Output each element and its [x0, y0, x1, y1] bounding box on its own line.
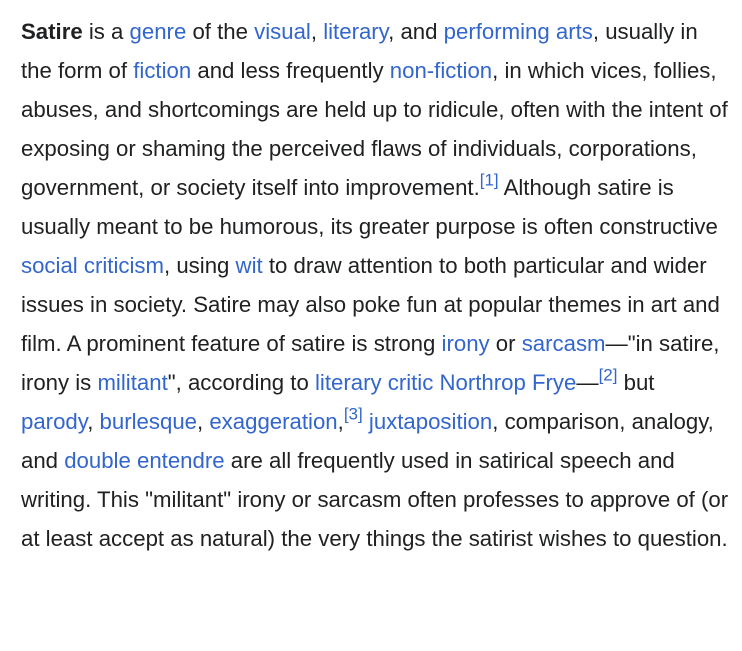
text-segment: , in which vices, follies, abuses, and shortcomings are held up to ridicule, often with the intent of exposing or shaming the perceived flaws of individuals, corporations, government, or society itself into improvement.	[21, 58, 728, 200]
link-visual[interactable]: visual	[254, 19, 311, 44]
text-segment: ,	[197, 409, 210, 434]
text-segment: , and	[388, 19, 444, 44]
reference-1-link[interactable]: [1]	[479, 170, 499, 190]
link-social-criticism[interactable]: social criticism	[21, 253, 164, 278]
link-sarcasm[interactable]: sarcasm	[521, 331, 606, 356]
link-northrop-frye[interactable]: Northrop Frye	[439, 370, 577, 395]
text-segment: , using	[164, 253, 236, 278]
text-segment: and less frequently	[191, 58, 390, 83]
text-segment: Although satire is usually meant to be humorous, its greater purpose is often constructive	[21, 175, 718, 239]
link-parody[interactable]: parody	[21, 409, 88, 434]
text-segment: —"in satire, irony is	[21, 331, 720, 395]
text-segment: ,	[310, 19, 324, 44]
text-segment: are all frequently used in satirical speech and writing. This "militant" irony or sarcasm often professes to approve of (or at least accept as natural) the very things the satirist wishes to question.	[21, 448, 729, 551]
reference-2[interactable]	[599, 366, 618, 385]
reference-3[interactable]	[344, 405, 363, 424]
link-exaggeration[interactable]: exaggeration	[209, 409, 338, 434]
reference-3-link[interactable]: [3]	[343, 404, 363, 424]
text-segment: to draw attention to both particular and wider issues in society. Satire may also poke fun at popular themes in art and film. A prominent feature of satire is strong	[21, 253, 720, 356]
satire-paragraph	[21, 12, 732, 558]
text-segment: is a	[82, 19, 130, 44]
link-wit[interactable]: wit	[235, 253, 263, 278]
link-irony[interactable]: irony	[441, 331, 490, 356]
text-segment: or	[489, 331, 522, 356]
link-genre[interactable]: genre	[129, 19, 187, 44]
term-satire: Satire	[21, 19, 83, 44]
link-juxtaposition[interactable]: juxtaposition	[368, 409, 493, 434]
text-segment: but	[617, 370, 655, 395]
reference-1[interactable]	[480, 171, 499, 190]
text-segment: , comparison, analogy, and	[21, 409, 714, 473]
link-literary[interactable]: literary	[323, 19, 389, 44]
text-segment: ,	[87, 409, 100, 434]
text-segment: of the	[186, 19, 255, 44]
text-segment: ", according to	[167, 370, 315, 395]
reference-2-link[interactable]: [2]	[598, 365, 618, 385]
link-literary-critic[interactable]: literary critic	[314, 370, 434, 395]
link-militant[interactable]: militant	[97, 370, 168, 395]
text-segment: ,	[337, 409, 344, 434]
link-burlesque[interactable]: burlesque	[99, 409, 197, 434]
link-double-entendre[interactable]: double entendre	[64, 448, 225, 473]
link-fiction[interactable]: fiction	[133, 58, 192, 83]
link-non-fiction[interactable]: non-fiction	[389, 58, 493, 83]
text-segment: , usually in the form of	[21, 19, 698, 83]
text-segment: —	[576, 370, 599, 395]
link-performing-arts[interactable]: performing arts	[443, 19, 593, 44]
